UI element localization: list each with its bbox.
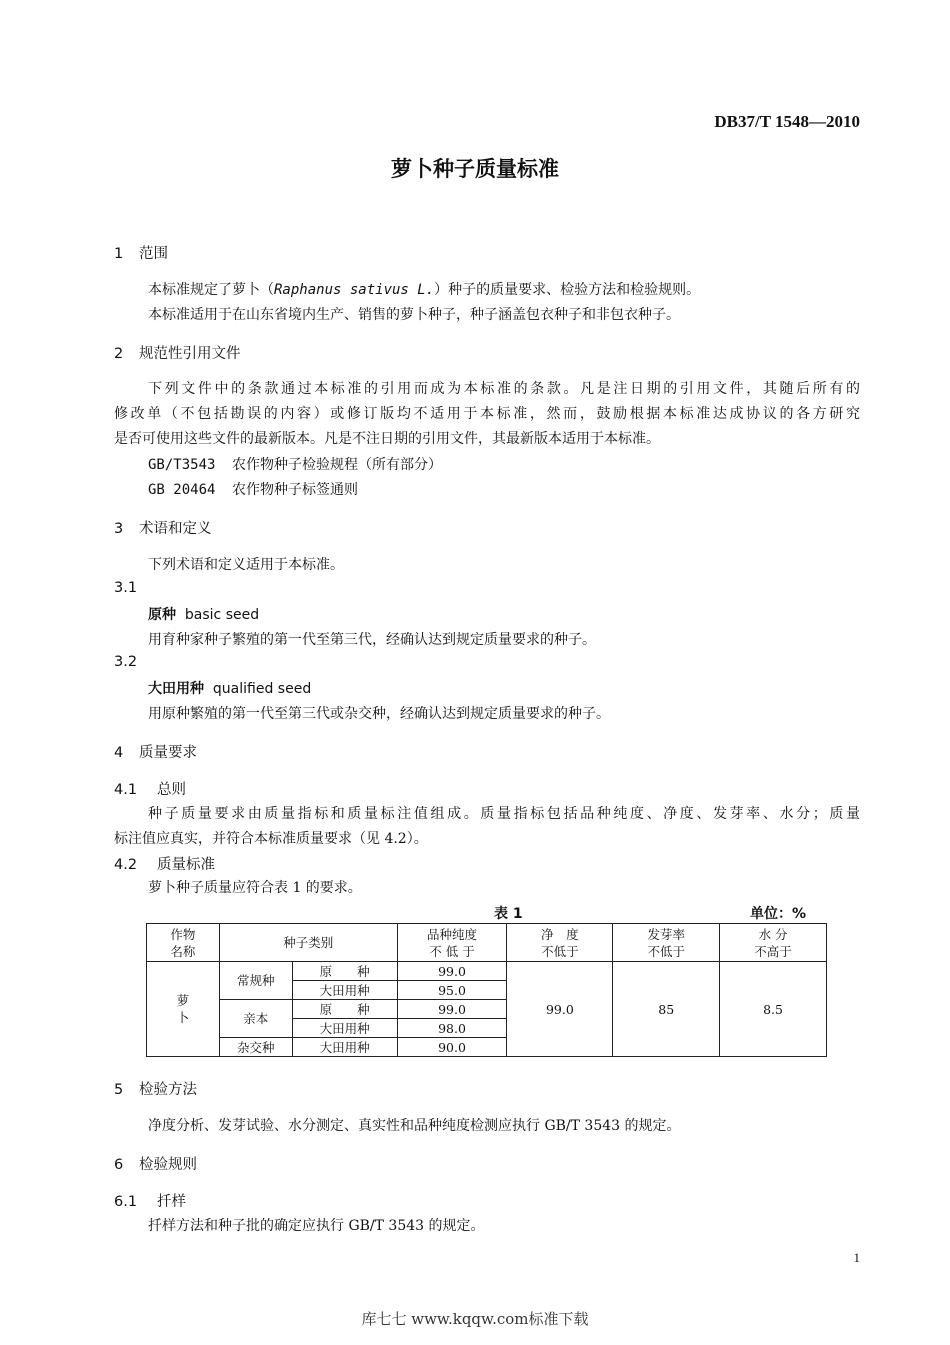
subsection-number: 4.1	[114, 782, 138, 798]
subcategory-cell: 大田用种	[292, 981, 397, 1000]
group-cell: 杂交种	[219, 1038, 292, 1057]
term-cn: 大田用种	[148, 681, 204, 697]
table-header-row	[147, 924, 827, 962]
section-title: 质量要求	[139, 745, 197, 761]
reference-name: 农作物种子标签通则	[232, 482, 358, 498]
reference-code: GB 20464	[148, 482, 216, 498]
reference-item	[148, 454, 442, 474]
reference-name: 农作物种子检验规程（所有部分）	[232, 457, 442, 473]
footer-watermark: 库七七 www.kqqw.com标准下载	[361, 1310, 589, 1328]
purity-cell: 90.0	[397, 1038, 507, 1057]
reference-item	[148, 479, 358, 499]
page-number: 1	[853, 1250, 860, 1265]
cleanliness-cell: 99.0	[507, 962, 613, 1057]
general-paragraph-line-2: 标注值应真实，并符合本标准质量要求（见 4.2）。	[114, 831, 428, 847]
term-en: qualified seed	[212, 681, 312, 697]
method-paragraph: 净度分析、发芽试验、水分测定、真实性和品种纯度检测应执行 GB/T 3543 的规定。	[148, 1118, 681, 1134]
subsection-number: 6.1	[114, 1194, 138, 1210]
subcategory-cell: 大田用种	[292, 1038, 397, 1057]
standard-paragraph: 萝卜种子质量应符合表 1 的要求。	[148, 880, 362, 896]
table-title: 表 1	[494, 906, 523, 922]
term-number: 3.1	[114, 580, 138, 596]
text-run: ）种子的质量要求、检验方法和检验规则。	[434, 282, 701, 298]
subsection-6-1-heading	[114, 1190, 186, 1211]
sampling-paragraph: 扦样方法和种子批的确定应执行 GB/T 3543 的规定。	[148, 1218, 485, 1234]
scope-paragraph-2: 本标准适用于在山东省境内生产、销售的萝卜种子，种子涵盖包衣种子和非包衣种子。	[148, 307, 680, 323]
quality-table	[146, 923, 827, 1057]
subsection-title: 扦样	[157, 1194, 186, 1210]
section-number: 4	[114, 745, 124, 761]
document-title: 萝卜种子质量标准	[391, 157, 559, 181]
header-category: 种子类别	[219, 924, 397, 962]
scope-paragraph-1	[148, 279, 700, 299]
section-5-heading	[114, 1078, 197, 1099]
subsection-title: 总则	[157, 782, 186, 798]
purity-cell: 99.0	[397, 1000, 507, 1019]
section-number: 1	[114, 246, 124, 262]
group-cell: 亲本	[219, 1000, 292, 1038]
purity-cell: 99.0	[397, 962, 507, 981]
term-definition: 用育种家种子繁殖的第一代至第三代，经确认达到规定质量要求的种子。	[148, 632, 596, 648]
subcategory-cell: 大田用种	[292, 1019, 397, 1038]
header-cleanliness: 净 度 不低于	[507, 924, 613, 962]
section-title: 检验方法	[139, 1082, 197, 1098]
subcategory-cell: 原 种	[292, 962, 397, 981]
subsection-4-2-heading	[114, 853, 215, 874]
moisture-cell: 8.5	[720, 962, 827, 1057]
section-6-heading	[114, 1153, 197, 1174]
refs-paragraph-line-1: 下列文件中的条款通过本标准的引用而成为本标准的条款。凡是注日期的引用文件，其随后所有的	[148, 381, 860, 397]
table-row	[147, 962, 827, 981]
header-crop: 作物 名称	[147, 924, 220, 962]
table-unit: 单位：%	[750, 906, 807, 922]
section-title: 规范性引用文件	[139, 346, 241, 362]
section-title: 检验规则	[139, 1157, 197, 1173]
terms-intro: 下列术语和定义适用于本标准。	[148, 557, 344, 573]
subsection-number: 4.2	[114, 857, 138, 873]
general-paragraph-line-1: 种子质量要求由质量指标和质量标注值组成。质量指标包括品种纯度、净度、发芽率、水分；质量	[148, 806, 860, 822]
term-cn: 原种	[148, 607, 176, 623]
reference-code: GB/T3543	[148, 457, 216, 473]
term-definition: 用原种繁殖的第一代至第三代或杂交种，经确认达到规定质量要求的种子。	[148, 706, 610, 722]
header-purity: 品种纯度 不 低 于	[397, 924, 507, 962]
purity-cell: 95.0	[397, 981, 507, 1000]
section-4-heading	[114, 741, 197, 762]
text-run: 本标准规定了萝卜（	[148, 282, 274, 298]
header-moisture: 水 分 不高于	[720, 924, 827, 962]
section-number: 6	[114, 1157, 124, 1173]
term-basic-seed	[148, 604, 259, 624]
section-number: 2	[114, 346, 124, 362]
section-2-heading	[114, 342, 241, 363]
subcategory-cell: 原 种	[292, 1000, 397, 1019]
refs-paragraph-line-2: 修改单（不包括勘误的内容）或修订版均不适用于本标准，然而，鼓励根据本标准达成协议的各方研究	[114, 406, 860, 422]
section-title: 术语和定义	[139, 521, 212, 537]
purity-cell: 98.0	[397, 1019, 507, 1038]
subsection-4-1-heading	[114, 778, 186, 799]
term-number: 3.2	[114, 654, 138, 670]
subsection-title: 质量标准	[157, 857, 215, 873]
crop-name-cell: 萝 卜	[147, 962, 220, 1057]
section-1-heading	[114, 242, 168, 263]
section-number: 3	[114, 521, 124, 537]
refs-paragraph-line-3: 是否可使用这些文件的最新版本。凡是不注日期的引用文件，其最新版本适用于本标准。	[114, 431, 660, 447]
section-number: 5	[114, 1082, 124, 1098]
standard-code: DB37/T 1548—2010	[714, 112, 860, 131]
section-title: 范围	[139, 246, 168, 262]
header-germination: 发芽率 不低于	[613, 924, 720, 962]
germination-cell: 85	[613, 962, 720, 1057]
term-qualified-seed	[148, 678, 311, 698]
latin-name: Raphanus sativus L.	[274, 282, 435, 298]
term-en: basic seed	[184, 607, 260, 623]
group-cell: 常规种	[219, 962, 292, 1000]
section-3-heading	[114, 517, 212, 538]
